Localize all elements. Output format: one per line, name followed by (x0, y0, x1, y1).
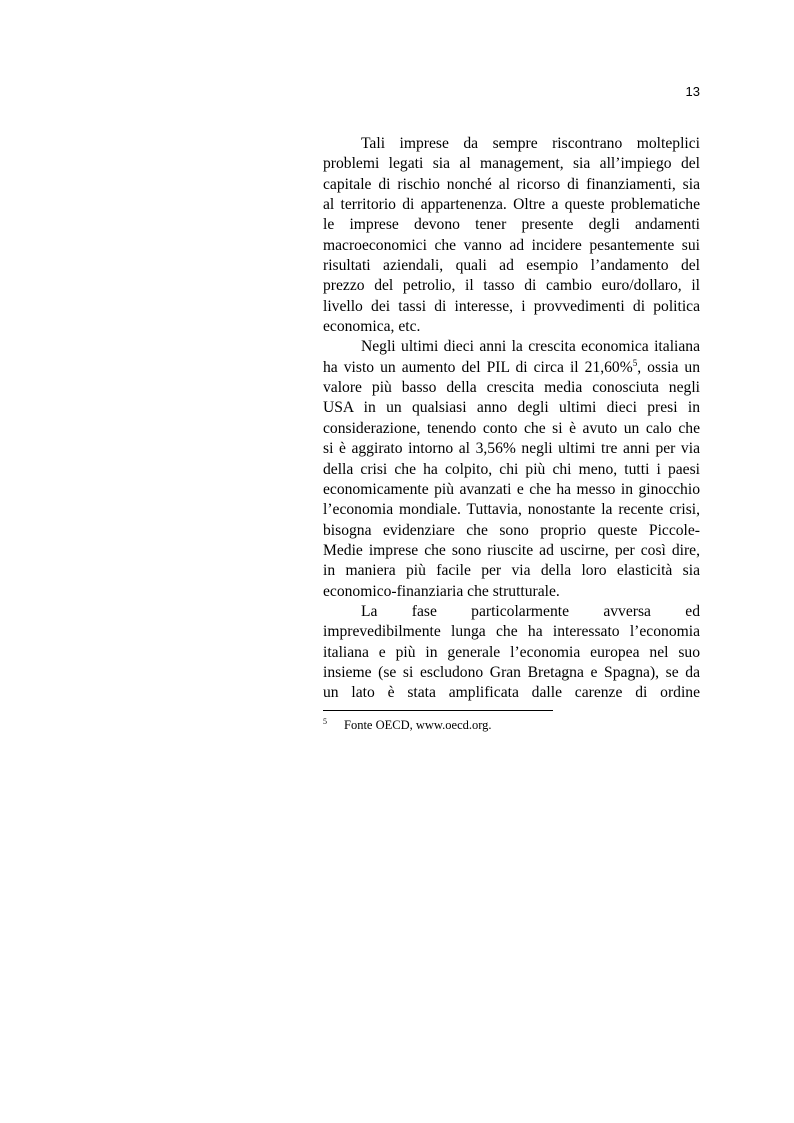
text-line: risultati aziendali, quali ad esempio l’andamento del (323, 257, 700, 275)
text-line: capitale di rischio nonché al ricorso di finanziamenti, sia (323, 175, 700, 193)
text-line: bisogna evidenziare che sono proprio queste Piccole- (323, 521, 700, 539)
text-line: livello dei tassi di interesse, i provvedimenti di politica (323, 297, 700, 315)
text-line: Negli ultimi dieci anni la crescita economica italiana (361, 338, 700, 356)
text-line: economico-finanziaria che strutturale. (323, 582, 560, 600)
text-line: Tali imprese da sempre riscontrano molteplici (361, 135, 700, 152)
footnote-reference: 5 (632, 357, 638, 368)
text-line: al territorio di appartenenza. Oltre a queste problematiche (323, 196, 700, 214)
footnote-text: Fonte OECD, www.oecd.org. (344, 718, 492, 732)
text-line: un lato è stata amplificata dalle carenze di ordine (323, 684, 700, 702)
text-line: valore più basso della crescita media conosciuta negli (323, 379, 700, 397)
text-line: Medie imprese che sono riuscite ad uscirne, per così dire, (323, 541, 700, 559)
text-line: La fase particolarmente avversa ed (361, 602, 700, 620)
body-text (323, 134, 700, 704)
footnote-divider (323, 710, 553, 711)
paragraph-3 (323, 602, 700, 704)
text-segment: ha visto un aumento del PIL di circa il 21,60% (323, 358, 633, 376)
text-line: macroeconomici che vanno ad incidere pesantemente sui (323, 236, 700, 254)
text-line (323, 358, 700, 378)
text-line: considerazione, tenendo conto che si è avuto un calo che (323, 419, 700, 437)
text-line: si è aggirato intorno al 3,56% negli ultimi tre anni per via (323, 440, 700, 458)
text-line: prezzo del petrolio, il tasso di cambio euro/dollaro, il (323, 277, 700, 295)
text-line: imprevedibilmente lunga che ha interessato l’economia (323, 623, 700, 641)
text-line: l’economia mondiale. Tuttavia, nonostante la recente crisi, (323, 501, 700, 519)
text-line: USA in un qualsiasi anno degli ultimi dieci presi in (323, 399, 700, 417)
text-line: economica, etc. (323, 318, 421, 336)
text-line: della crisi che ha colpito, chi più chi meno, tutti i paesi (323, 460, 700, 478)
footnote: 5 Fonte OECD, www.oecd.org. (323, 717, 492, 732)
paragraph-2 (323, 337, 700, 601)
paragraph-1 (323, 134, 700, 337)
text-line: le imprese devono tener presente degli andamenti (323, 216, 700, 234)
text-line: economicamente più avanzati e che ha messo in ginocchio (323, 480, 700, 498)
text-line: italiana e più in generale l’economia europea nel suo (323, 643, 700, 661)
text-segment: , ossia un (637, 358, 700, 376)
page-number: 13 (685, 84, 700, 99)
text-line: in maniera più facile per via della loro elasticità sia (323, 562, 700, 580)
text-line: problemi legati sia al management, sia all’impiego del (323, 155, 700, 173)
text-line: insieme (se si escludono Gran Bretagna e Spagna), se da (323, 663, 700, 681)
